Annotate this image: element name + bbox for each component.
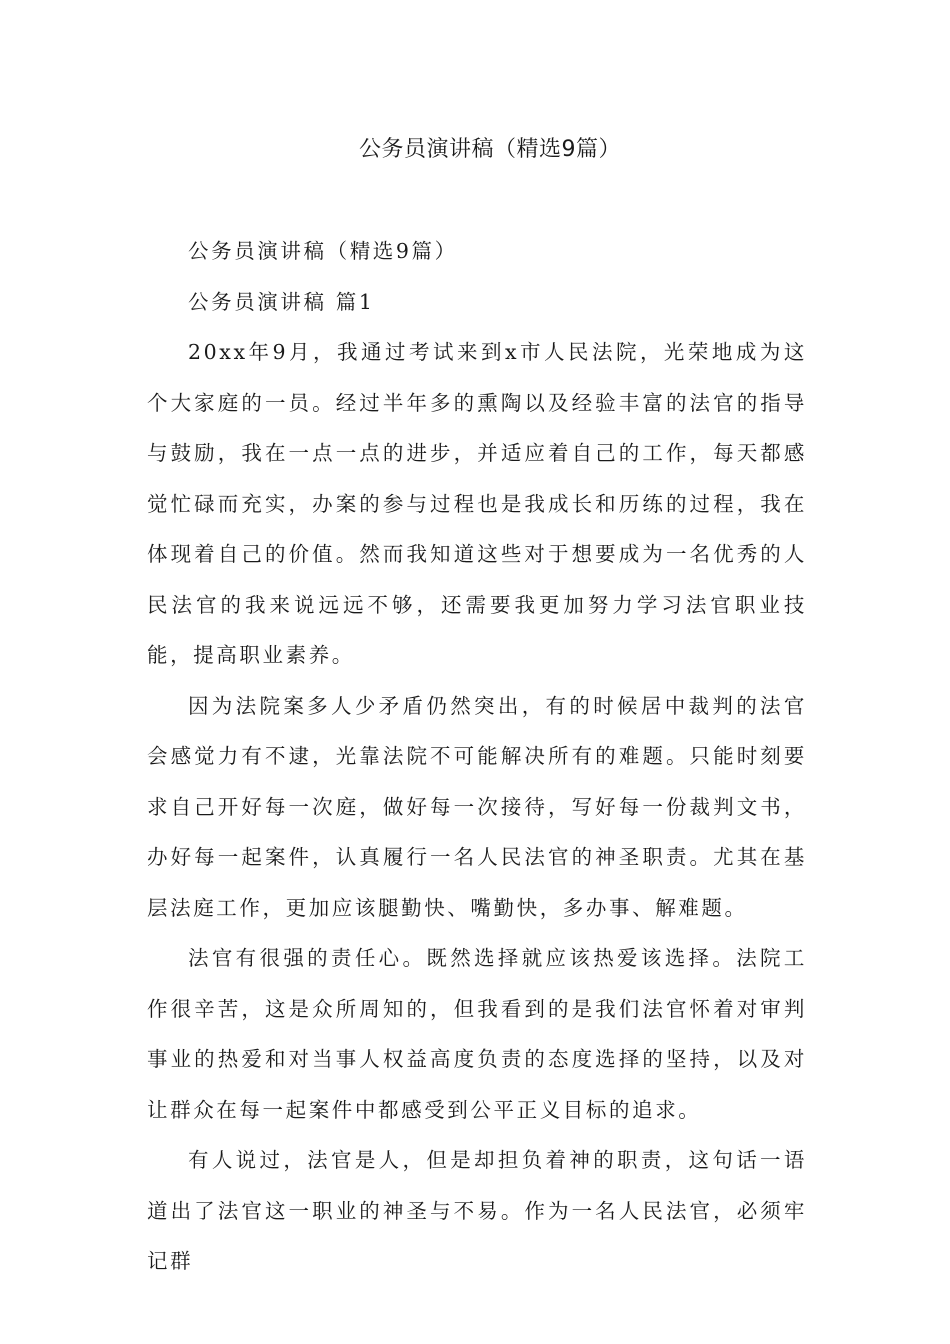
document-title: 公务员演讲稿（精选9篇） — [359, 137, 621, 162]
paragraph: 有人说过，法官是人，但是却担负着神的职责，这句话一语道出了法官这一职业的神圣与不易。作为一名人民法官，必须牢记群 — [147, 1148, 807, 1273]
paragraph: 因为法院案多人少矛盾仍然突出，有的时候居中裁判的法官会感觉力有不逮，光靠法院不可能解决所有的难题。只能时刻要求自己开好每一次庭，做好每一次接待，写好每一份裁判文书，办好每一起案件，认真履行一名人民法官的神圣职责。尤其在基层法庭工作，更加应该腿勤快、嘴勤快，多办事、解难题。 — [147, 693, 807, 920]
document-body — [147, 226, 807, 1287]
paragraph-subtitle: 公务员演讲稿（精选9篇） — [188, 239, 458, 263]
paragraph-section-heading: 公务员演讲稿 篇1 — [188, 289, 375, 314]
paragraph: 20xx年9月，我通过考试来到x市人民法院，光荣地成为这个大家庭的一员。经过半年多的熏陶以及经验丰富的法官的指导与鼓励，我在一点一点的进步，并适应着自己的工作，每天都感觉忙碌而充实，办案的参与过程也是我成长和历练的过程，我在体现着自己的价值。然而我知道这些对于想要成为一名优秀的人民法官的我来说远远不够，还需要我更加努力学习法官职业技能，提高职业素养。 — [147, 340, 807, 667]
paragraph: 法官有很强的责任心。既然选择就应该热爱该选择。法院工作很辛苦，这是众所周知的，但我看到的是我们法官怀着对审判事业的热爱和对当事人权益高度负责的态度选择的坚持，以及对让群众在每一起案件中都感受到公平正义目标的追求。 — [147, 946, 807, 1122]
